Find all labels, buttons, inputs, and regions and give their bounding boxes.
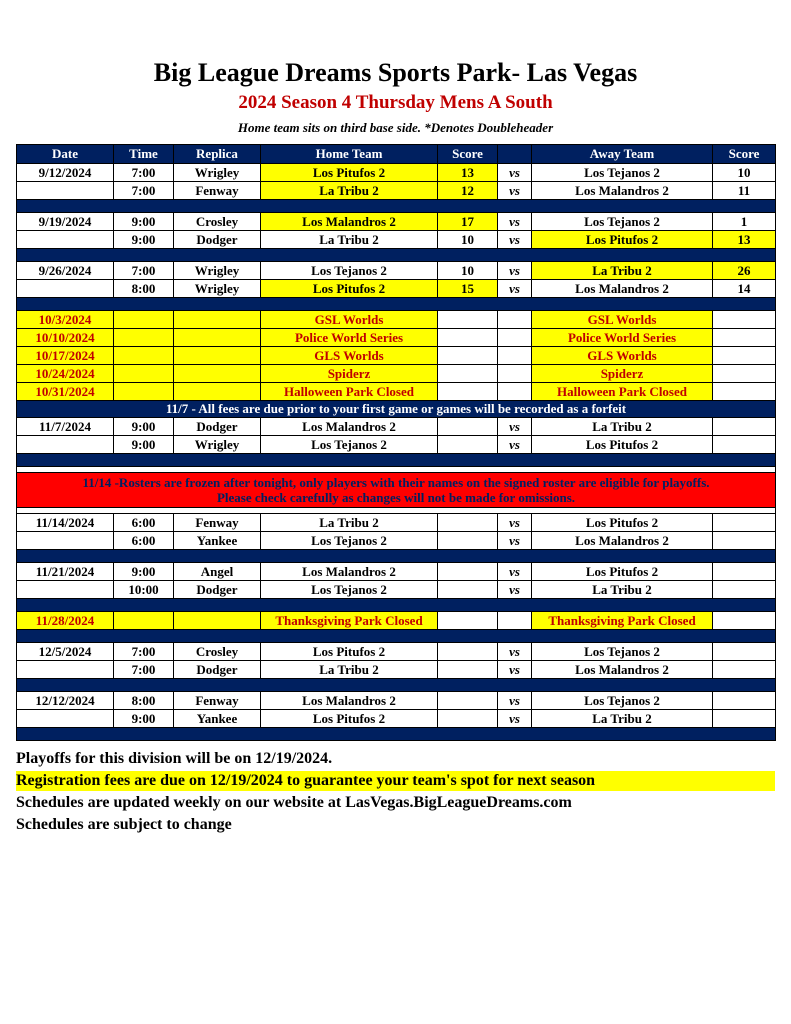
time-cell: 7:00 <box>114 182 174 200</box>
time-cell: 7:00 <box>114 643 174 661</box>
replica-cell: Fenway <box>174 514 261 532</box>
page-title: Big League Dreams Sports Park- Las Vegas <box>153 58 638 87</box>
time-cell <box>114 612 174 630</box>
home-team-cell: Los Malandros 2 <box>261 213 438 231</box>
time-cell: 10:00 <box>114 581 174 599</box>
home-score-cell <box>438 329 498 347</box>
home-event-cell: Spiderz <box>261 365 438 383</box>
replica-cell: Fenway <box>174 182 261 200</box>
home-team-cell: Los Malandros 2 <box>261 692 438 710</box>
col-header-vs <box>498 145 532 164</box>
time-cell: 6:00 <box>114 532 174 550</box>
col-header-replica: Replica <box>174 145 261 164</box>
away-score-cell: 11 <box>713 182 776 200</box>
vs-cell: vs <box>498 710 532 728</box>
game-row <box>17 262 776 280</box>
table-header-row <box>17 145 776 164</box>
time-cell: 6:00 <box>114 514 174 532</box>
home-team-cell: Los Pitufos 2 <box>261 164 438 182</box>
date-cell <box>17 661 114 679</box>
date-cell: 11/14/2024 <box>17 514 114 532</box>
spacer-cell <box>17 454 776 467</box>
away-score-cell <box>713 347 776 365</box>
vs-cell <box>498 347 532 365</box>
date-cell: 10/24/2024 <box>17 365 114 383</box>
schedule-table <box>16 144 776 741</box>
event-row <box>17 365 776 383</box>
spacer-row <box>17 599 776 612</box>
vs-cell: vs <box>498 661 532 679</box>
home-team-cell: La Tribu 2 <box>261 514 438 532</box>
date-cell: 10/3/2024 <box>17 311 114 329</box>
home-team-cell: Los Pitufos 2 <box>261 710 438 728</box>
time-cell: 9:00 <box>114 231 174 249</box>
date-cell <box>17 231 114 249</box>
away-team-cell: La Tribu 2 <box>532 710 713 728</box>
date-cell <box>17 581 114 599</box>
time-cell: 9:00 <box>114 213 174 231</box>
home-event-cell: Thanksgiving Park Closed <box>261 612 438 630</box>
replica-cell: Crosley <box>174 643 261 661</box>
spacer-cell <box>17 200 776 213</box>
away-score-cell <box>713 383 776 401</box>
time-cell <box>114 311 174 329</box>
vs-cell: vs <box>498 213 532 231</box>
home-team-cell: Los Tejanos 2 <box>261 581 438 599</box>
home-score-cell: 10 <box>438 262 498 280</box>
home-score-cell: 15 <box>438 280 498 298</box>
home-score-cell <box>438 581 498 599</box>
event-row <box>17 329 776 347</box>
time-cell: 7:00 <box>114 262 174 280</box>
home-score-cell <box>438 365 498 383</box>
date-cell: 9/26/2024 <box>17 262 114 280</box>
replica-cell: Dodger <box>174 231 261 249</box>
alert-cell <box>17 473 776 508</box>
replica-cell: Dodger <box>174 418 261 436</box>
away-team-cell: Los Tejanos 2 <box>532 213 713 231</box>
home-event-cell: Halloween Park Closed <box>261 383 438 401</box>
date-cell: 10/31/2024 <box>17 383 114 401</box>
home-team-cell: La Tribu 2 <box>261 231 438 249</box>
col-header-date: Date <box>17 145 114 164</box>
replica-cell <box>174 365 261 383</box>
vs-cell: vs <box>498 231 532 249</box>
away-score-cell <box>713 661 776 679</box>
away-team-cell: Los Tejanos 2 <box>532 164 713 182</box>
spacer-cell <box>17 298 776 311</box>
time-cell: 9:00 <box>114 418 174 436</box>
home-score-cell <box>438 347 498 365</box>
away-team-cell: Los Pitufos 2 <box>532 514 713 532</box>
away-event-cell: GSL Worlds <box>532 311 713 329</box>
home-event-cell: GLS Worlds <box>261 347 438 365</box>
event-row <box>17 311 776 329</box>
home-team-cell: Los Malandros 2 <box>261 563 438 581</box>
game-row <box>17 710 776 728</box>
spacer-row <box>17 249 776 262</box>
away-team-cell: Los Malandros 2 <box>532 182 713 200</box>
vs-cell: vs <box>498 436 532 454</box>
col-header-home-score: Score <box>438 145 498 164</box>
footer-line: Schedules are subject to change <box>16 816 232 833</box>
game-row <box>17 436 776 454</box>
game-row <box>17 213 776 231</box>
away-score-cell <box>713 311 776 329</box>
vs-cell: vs <box>498 280 532 298</box>
vs-cell: vs <box>498 581 532 599</box>
home-score-cell: 10 <box>438 231 498 249</box>
spacer-cell <box>17 728 776 741</box>
home-team-cell: La Tribu 2 <box>261 661 438 679</box>
time-cell <box>114 383 174 401</box>
home-score-cell: 13 <box>438 164 498 182</box>
away-score-cell <box>713 418 776 436</box>
game-row <box>17 418 776 436</box>
replica-cell: Wrigley <box>174 164 261 182</box>
away-score-cell: 10 <box>713 164 776 182</box>
away-score-cell <box>713 365 776 383</box>
vs-cell: vs <box>498 563 532 581</box>
footer-line: Schedules are updated weekly on our website at LasVegas.BigLeagueDreams.com <box>16 794 572 811</box>
date-cell <box>17 436 114 454</box>
away-score-cell <box>713 643 776 661</box>
away-score-cell: 13 <box>713 231 776 249</box>
vs-cell: vs <box>498 643 532 661</box>
away-team-cell: Los Tejanos 2 <box>532 643 713 661</box>
date-cell: 11/28/2024 <box>17 612 114 630</box>
game-row <box>17 231 776 249</box>
away-team-cell: Los Malandros 2 <box>532 661 713 679</box>
home-score-cell <box>438 710 498 728</box>
home-team-cell: Los Pitufos 2 <box>261 643 438 661</box>
date-cell <box>17 532 114 550</box>
game-row <box>17 164 776 182</box>
away-team-cell: Los Malandros 2 <box>532 280 713 298</box>
vs-cell: vs <box>498 532 532 550</box>
page-subtitle: 2024 Season 4 Thursday Mens A South <box>238 92 553 113</box>
replica-cell <box>174 311 261 329</box>
date-cell: 11/7/2024 <box>17 418 114 436</box>
vs-cell <box>498 612 532 630</box>
vs-cell: vs <box>498 182 532 200</box>
away-team-cell: La Tribu 2 <box>532 418 713 436</box>
away-score-cell: 1 <box>713 213 776 231</box>
spacer-cell <box>17 550 776 563</box>
away-score-cell <box>713 710 776 728</box>
time-cell: 7:00 <box>114 164 174 182</box>
event-row <box>17 383 776 401</box>
home-score-cell: 17 <box>438 213 498 231</box>
vs-cell: vs <box>498 262 532 280</box>
away-team-cell: La Tribu 2 <box>532 262 713 280</box>
spacer-row <box>17 454 776 467</box>
spacer-cell <box>17 249 776 262</box>
date-cell: 12/12/2024 <box>17 692 114 710</box>
away-team-cell: Los Pitufos 2 <box>532 436 713 454</box>
vs-cell: vs <box>498 164 532 182</box>
home-score-cell <box>438 612 498 630</box>
home-team-cell: Los Malandros 2 <box>261 418 438 436</box>
game-row <box>17 182 776 200</box>
game-row <box>17 581 776 599</box>
game-row <box>17 563 776 581</box>
date-cell: 10/17/2024 <box>17 347 114 365</box>
spacer-cell <box>17 679 776 692</box>
replica-cell: Wrigley <box>174 262 261 280</box>
spacer-cell <box>17 630 776 643</box>
replica-cell <box>174 347 261 365</box>
away-score-cell <box>713 563 776 581</box>
event-row <box>17 347 776 365</box>
date-cell <box>17 280 114 298</box>
vs-cell: vs <box>498 514 532 532</box>
date-cell <box>17 182 114 200</box>
time-cell: 9:00 <box>114 563 174 581</box>
away-team-cell: Los Tejanos 2 <box>532 692 713 710</box>
vs-cell: vs <box>498 418 532 436</box>
home-score-cell <box>438 311 498 329</box>
replica-cell: Crosley <box>174 213 261 231</box>
away-score-cell <box>713 532 776 550</box>
game-row <box>17 692 776 710</box>
replica-cell: Dodger <box>174 661 261 679</box>
spacer-row <box>17 679 776 692</box>
home-score-cell <box>438 643 498 661</box>
home-score-cell <box>438 661 498 679</box>
game-row <box>17 643 776 661</box>
away-score-cell: 26 <box>713 262 776 280</box>
away-event-cell: Halloween Park Closed <box>532 383 713 401</box>
away-event-cell: Spiderz <box>532 365 713 383</box>
away-score-cell <box>713 581 776 599</box>
time-cell <box>114 347 174 365</box>
home-team-cell: Los Tejanos 2 <box>261 262 438 280</box>
spacer-row <box>17 550 776 563</box>
footer-line-highlighted: Registration fees are due on 12/19/2024 to guarantee your team's spot for next season <box>16 771 775 791</box>
col-header-away-team: Away Team <box>532 145 713 164</box>
away-team-cell: Los Pitufos 2 <box>532 231 713 249</box>
time-cell: 9:00 <box>114 710 174 728</box>
notice-row <box>17 401 776 418</box>
away-event-cell: Police World Series <box>532 329 713 347</box>
event-row <box>17 612 776 630</box>
vs-cell <box>498 311 532 329</box>
away-score-cell <box>713 514 776 532</box>
time-cell: 9:00 <box>114 436 174 454</box>
time-cell <box>114 329 174 347</box>
game-row <box>17 661 776 679</box>
col-header-time: Time <box>114 145 174 164</box>
vs-cell <box>498 383 532 401</box>
away-score-cell: 14 <box>713 280 776 298</box>
home-score-cell <box>438 692 498 710</box>
home-score-cell <box>438 436 498 454</box>
replica-cell <box>174 329 261 347</box>
alert-line: 11/14 -Rosters are frozen after tonight, only players with their names on the signed roster are eligible for playoffs. <box>82 475 710 490</box>
away-event-cell: GLS Worlds <box>532 347 713 365</box>
spacer-row <box>17 630 776 643</box>
date-cell: 9/12/2024 <box>17 164 114 182</box>
alert-row <box>17 473 776 508</box>
home-event-cell: Police World Series <box>261 329 438 347</box>
home-score-cell: 12 <box>438 182 498 200</box>
spacer-row <box>17 200 776 213</box>
away-score-cell <box>713 612 776 630</box>
vs-cell <box>498 329 532 347</box>
date-cell: 11/21/2024 <box>17 563 114 581</box>
game-row <box>17 532 776 550</box>
vs-cell <box>498 365 532 383</box>
replica-cell <box>174 612 261 630</box>
replica-cell: Fenway <box>174 692 261 710</box>
away-team-cell: Los Pitufos 2 <box>532 563 713 581</box>
home-score-cell <box>438 532 498 550</box>
footer-line: Playoffs for this division will be on 12/19/2024. <box>16 750 333 767</box>
spacer-cell <box>17 599 776 612</box>
game-row <box>17 514 776 532</box>
col-header-home-team: Home Team <box>261 145 438 164</box>
home-score-cell <box>438 383 498 401</box>
page-note: Home team sits on third base side. *Denotes Doubleheader <box>237 120 554 135</box>
date-cell: 12/5/2024 <box>17 643 114 661</box>
away-team-cell: Los Malandros 2 <box>532 532 713 550</box>
game-row <box>17 280 776 298</box>
date-cell <box>17 710 114 728</box>
replica-cell: Wrigley <box>174 436 261 454</box>
away-event-cell: Thanksgiving Park Closed <box>532 612 713 630</box>
home-event-cell: GSL Worlds <box>261 311 438 329</box>
replica-cell: Yankee <box>174 710 261 728</box>
away-score-cell <box>713 436 776 454</box>
time-cell: 8:00 <box>114 692 174 710</box>
home-score-cell <box>438 418 498 436</box>
away-score-cell <box>713 692 776 710</box>
footer-notes <box>16 749 775 835</box>
home-team-cell: La Tribu 2 <box>261 182 438 200</box>
time-cell: 8:00 <box>114 280 174 298</box>
replica-cell <box>174 383 261 401</box>
home-score-cell <box>438 563 498 581</box>
time-cell <box>114 365 174 383</box>
home-team-cell: Los Tejanos 2 <box>261 532 438 550</box>
alert-line: Please check carefully as changes will not be made for omissions. <box>216 490 576 505</box>
replica-cell: Dodger <box>174 581 261 599</box>
replica-cell: Wrigley <box>174 280 261 298</box>
notice-text-cell: 11/7 - All fees are due prior to your first game or games will be recorded as a forfeit <box>17 401 776 418</box>
home-team-cell: Los Pitufos 2 <box>261 280 438 298</box>
away-team-cell: La Tribu 2 <box>532 581 713 599</box>
replica-cell: Yankee <box>174 532 261 550</box>
spacer-row <box>17 298 776 311</box>
away-score-cell <box>713 329 776 347</box>
home-score-cell <box>438 514 498 532</box>
date-cell: 10/10/2024 <box>17 329 114 347</box>
vs-cell: vs <box>498 692 532 710</box>
home-team-cell: Los Tejanos 2 <box>261 436 438 454</box>
col-header-away-score: Score <box>713 145 776 164</box>
time-cell: 7:00 <box>114 661 174 679</box>
spacer-row <box>17 728 776 741</box>
replica-cell: Angel <box>174 563 261 581</box>
date-cell: 9/19/2024 <box>17 213 114 231</box>
